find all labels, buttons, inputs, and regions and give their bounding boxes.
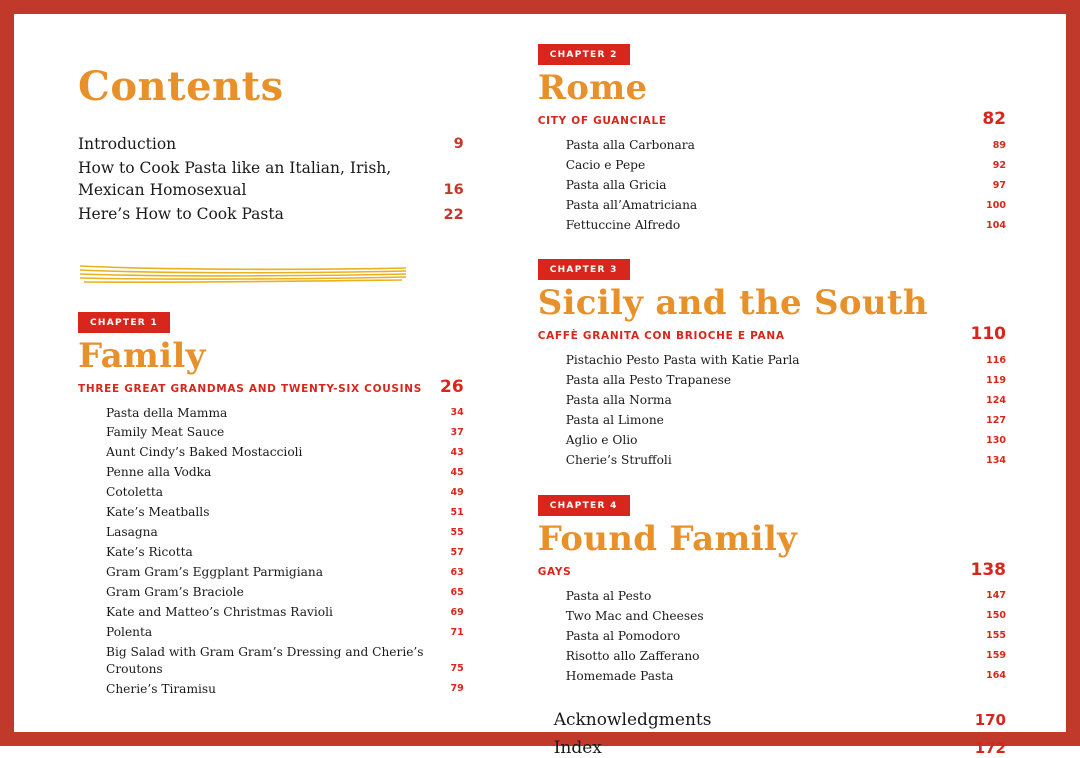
table-row[interactable] xyxy=(106,644,464,677)
recipe-name: Pasta alla Norma xyxy=(565,393,672,408)
recipe-page: 79 xyxy=(450,683,464,695)
chapter-page: 138 xyxy=(970,559,1006,580)
recipe-name: Fettuccine Alfredo xyxy=(565,217,681,232)
table-row[interactable] xyxy=(566,352,1006,368)
recipe-name: Kate’s Ricotta xyxy=(106,545,193,560)
recipe-name: Pasta al Pesto xyxy=(565,588,652,603)
front-matter-page: 22 xyxy=(443,206,464,223)
chapter-page: 82 xyxy=(982,109,1006,129)
recipe-page: 37 xyxy=(450,427,464,439)
recipe-page: 124 xyxy=(986,394,1006,406)
recipe-page: 71 xyxy=(450,626,464,638)
recipe-page: 65 xyxy=(450,586,464,598)
toc-columns xyxy=(14,14,1066,758)
left-column xyxy=(62,44,476,712)
chapter-subtitle: GAYS xyxy=(537,565,572,578)
recipe-name: Gram Gram’s Braciole xyxy=(106,585,244,600)
recipe-page: 134 xyxy=(986,454,1006,466)
chapter-block-1 xyxy=(78,312,476,698)
list-item[interactable] xyxy=(554,710,1006,730)
chapter-block-2 xyxy=(538,44,1018,233)
table-row[interactable] xyxy=(566,628,1006,644)
recipe-page: 89 xyxy=(992,139,1006,151)
front-matter-label: Here’s How to Cook Pasta xyxy=(78,205,284,224)
recipe-page: 119 xyxy=(986,374,1006,386)
right-column xyxy=(537,44,1018,758)
recipe-page: 57 xyxy=(450,546,464,558)
recipe-name: Aglio e Olio xyxy=(565,433,638,448)
recipe-page: 69 xyxy=(450,606,464,618)
table-row[interactable] xyxy=(566,392,1006,408)
recipe-list xyxy=(78,405,476,698)
front-matter-page: 9 xyxy=(453,136,464,153)
table-row[interactable] xyxy=(566,197,1006,213)
recipe-name: Lasagna xyxy=(106,525,158,540)
recipe-page: 92 xyxy=(992,159,1006,171)
recipe-name: Penne alla Vodka xyxy=(106,465,212,480)
recipe-page: 127 xyxy=(986,414,1006,426)
table-row[interactable] xyxy=(106,524,464,540)
table-row[interactable] xyxy=(566,668,1006,684)
recipe-page: 43 xyxy=(450,447,464,459)
recipe-name: Aunt Cindy’s Baked Mostaccioli xyxy=(106,445,303,460)
chapter-title[interactable]: Found Family xyxy=(537,518,798,559)
table-row[interactable] xyxy=(106,544,464,560)
recipe-name: Pasta alla Pesto Trapanese xyxy=(565,373,732,388)
recipe-name: Kate’s Meatballs xyxy=(106,505,210,520)
chapter-page: 110 xyxy=(970,324,1006,345)
chapter-page: 26 xyxy=(440,376,464,397)
chapter-subtitle-row xyxy=(538,109,1018,129)
recipe-name: Homemade Pasta xyxy=(565,668,674,683)
front-matter-list xyxy=(78,134,476,226)
recipe-page: 75 xyxy=(450,663,464,675)
recipe-page: 34 xyxy=(450,407,464,419)
recipe-name: Cacio e Pepe xyxy=(565,157,646,172)
page-title: Contents xyxy=(78,63,284,110)
recipe-page: 63 xyxy=(450,566,464,578)
chapter-title[interactable]: Rome xyxy=(537,68,648,108)
recipe-name: Family Meat Sauce xyxy=(106,425,225,440)
front-matter-label: Introduction xyxy=(78,135,177,153)
recipe-list xyxy=(538,352,1018,468)
recipe-list xyxy=(538,137,1018,233)
front-matter-label: How to Cook Pasta like an Italian, Irish, Mexican Homosexual xyxy=(78,159,392,199)
recipe-page: 116 xyxy=(986,355,1006,366)
table-row[interactable] xyxy=(566,432,1006,448)
table-row[interactable] xyxy=(106,464,464,480)
recipe-list xyxy=(538,588,1018,684)
recipe-name: Kate and Matteo’s Christmas Ravioli xyxy=(106,605,333,620)
list-item[interactable] xyxy=(78,134,464,155)
table-row[interactable] xyxy=(106,484,464,500)
recipe-page: 155 xyxy=(986,630,1006,642)
recipe-name: Cherie’s Tiramisu xyxy=(106,681,217,696)
back-matter-label: Index xyxy=(553,738,602,758)
recipe-page: 159 xyxy=(986,650,1006,662)
table-row[interactable] xyxy=(566,588,1006,604)
list-item[interactable] xyxy=(78,158,464,201)
table-row[interactable] xyxy=(566,177,1006,193)
table-row[interactable] xyxy=(106,564,464,580)
recipe-name: Pistachio Pesto Pasta with Katie Parla xyxy=(565,353,800,368)
chapter-badge: CHAPTER 2 xyxy=(538,44,630,65)
recipe-name: Cherie’s Struffoli xyxy=(565,453,672,468)
recipe-name: Pasta al Pomodoro xyxy=(565,628,681,643)
table-row[interactable] xyxy=(566,452,1006,468)
recipe-name: Cotoletta xyxy=(106,485,164,500)
chapter-subtitle: CITY OF GUANCIALE xyxy=(537,115,667,127)
table-row[interactable] xyxy=(106,424,464,440)
table-row[interactable] xyxy=(106,624,464,640)
chapter-subtitle-row xyxy=(78,377,476,397)
recipe-page: 104 xyxy=(986,219,1006,231)
back-matter-label: Acknowledgments xyxy=(553,710,712,730)
recipe-page: 51 xyxy=(450,507,464,518)
chapter-title[interactable]: Family xyxy=(78,335,206,376)
table-row[interactable] xyxy=(566,608,1006,624)
recipe-page: 97 xyxy=(992,179,1006,191)
recipe-page: 150 xyxy=(986,610,1006,622)
chapter-title[interactable]: Sicily and the South xyxy=(537,283,928,324)
recipe-name: Pasta della Mamma xyxy=(106,405,228,420)
recipe-page: 100 xyxy=(986,199,1006,211)
recipe-name: Pasta alla Gricia xyxy=(565,177,667,192)
table-row[interactable] xyxy=(106,504,464,520)
recipe-name: Pasta alla Carbonara xyxy=(565,138,695,152)
recipe-page: 55 xyxy=(450,526,464,538)
recipe-name: Gram Gram’s Eggplant Parmigiana xyxy=(106,565,324,580)
chapter-block-4 xyxy=(538,495,1018,684)
front-matter-page: 16 xyxy=(443,182,464,199)
chapter-subtitle-row xyxy=(538,324,1018,344)
table-row[interactable] xyxy=(566,217,1006,233)
recipe-name: Two Mac and Cheeses xyxy=(565,608,704,623)
recipe-page: 45 xyxy=(450,467,464,479)
pasta-divider-icon xyxy=(78,260,408,286)
list-item[interactable] xyxy=(78,204,464,225)
chapter-block-3 xyxy=(538,259,1018,468)
table-row[interactable] xyxy=(106,681,464,697)
table-row[interactable] xyxy=(566,412,1006,428)
table-row[interactable] xyxy=(566,137,1006,153)
chapter-subtitle: CAFFÈ GRANITA CON BRIOCHE E PANA xyxy=(537,330,785,343)
chapter-badge: CHAPTER 1 xyxy=(78,312,170,333)
back-matter-page: 172 xyxy=(974,739,1006,757)
recipe-name: Pasta al Limone xyxy=(565,413,664,428)
recipe-page: 49 xyxy=(450,487,464,499)
recipe-page: 147 xyxy=(986,590,1006,602)
recipe-page: 130 xyxy=(986,434,1006,446)
chapter-badge: CHAPTER 4 xyxy=(538,495,630,516)
table-row[interactable] xyxy=(106,584,464,600)
recipe-name: Polenta xyxy=(106,625,153,640)
table-row[interactable] xyxy=(566,157,1006,173)
chapter-subtitle: THREE GREAT GRANDMAS AND TWENTY-SIX COUSINS xyxy=(78,382,423,395)
table-row[interactable] xyxy=(106,444,464,460)
chapter-badge: CHAPTER 3 xyxy=(538,259,630,280)
table-row[interactable] xyxy=(566,648,1006,664)
chapter-subtitle-row xyxy=(538,560,1018,580)
table-row[interactable] xyxy=(106,405,464,421)
table-row[interactable] xyxy=(566,372,1006,388)
back-matter-page: 170 xyxy=(974,711,1006,729)
back-matter-list xyxy=(538,710,1018,758)
recipe-name: Big Salad with Gram Gram’s Dressing and Cherie’s Croutons xyxy=(106,645,424,676)
recipe-name: Pasta all’Amatriciana xyxy=(565,197,698,212)
recipe-page: 164 xyxy=(986,670,1006,682)
recipe-name: Risotto allo Zafferano xyxy=(565,648,700,663)
table-row[interactable] xyxy=(106,604,464,620)
list-item[interactable] xyxy=(554,738,1006,758)
